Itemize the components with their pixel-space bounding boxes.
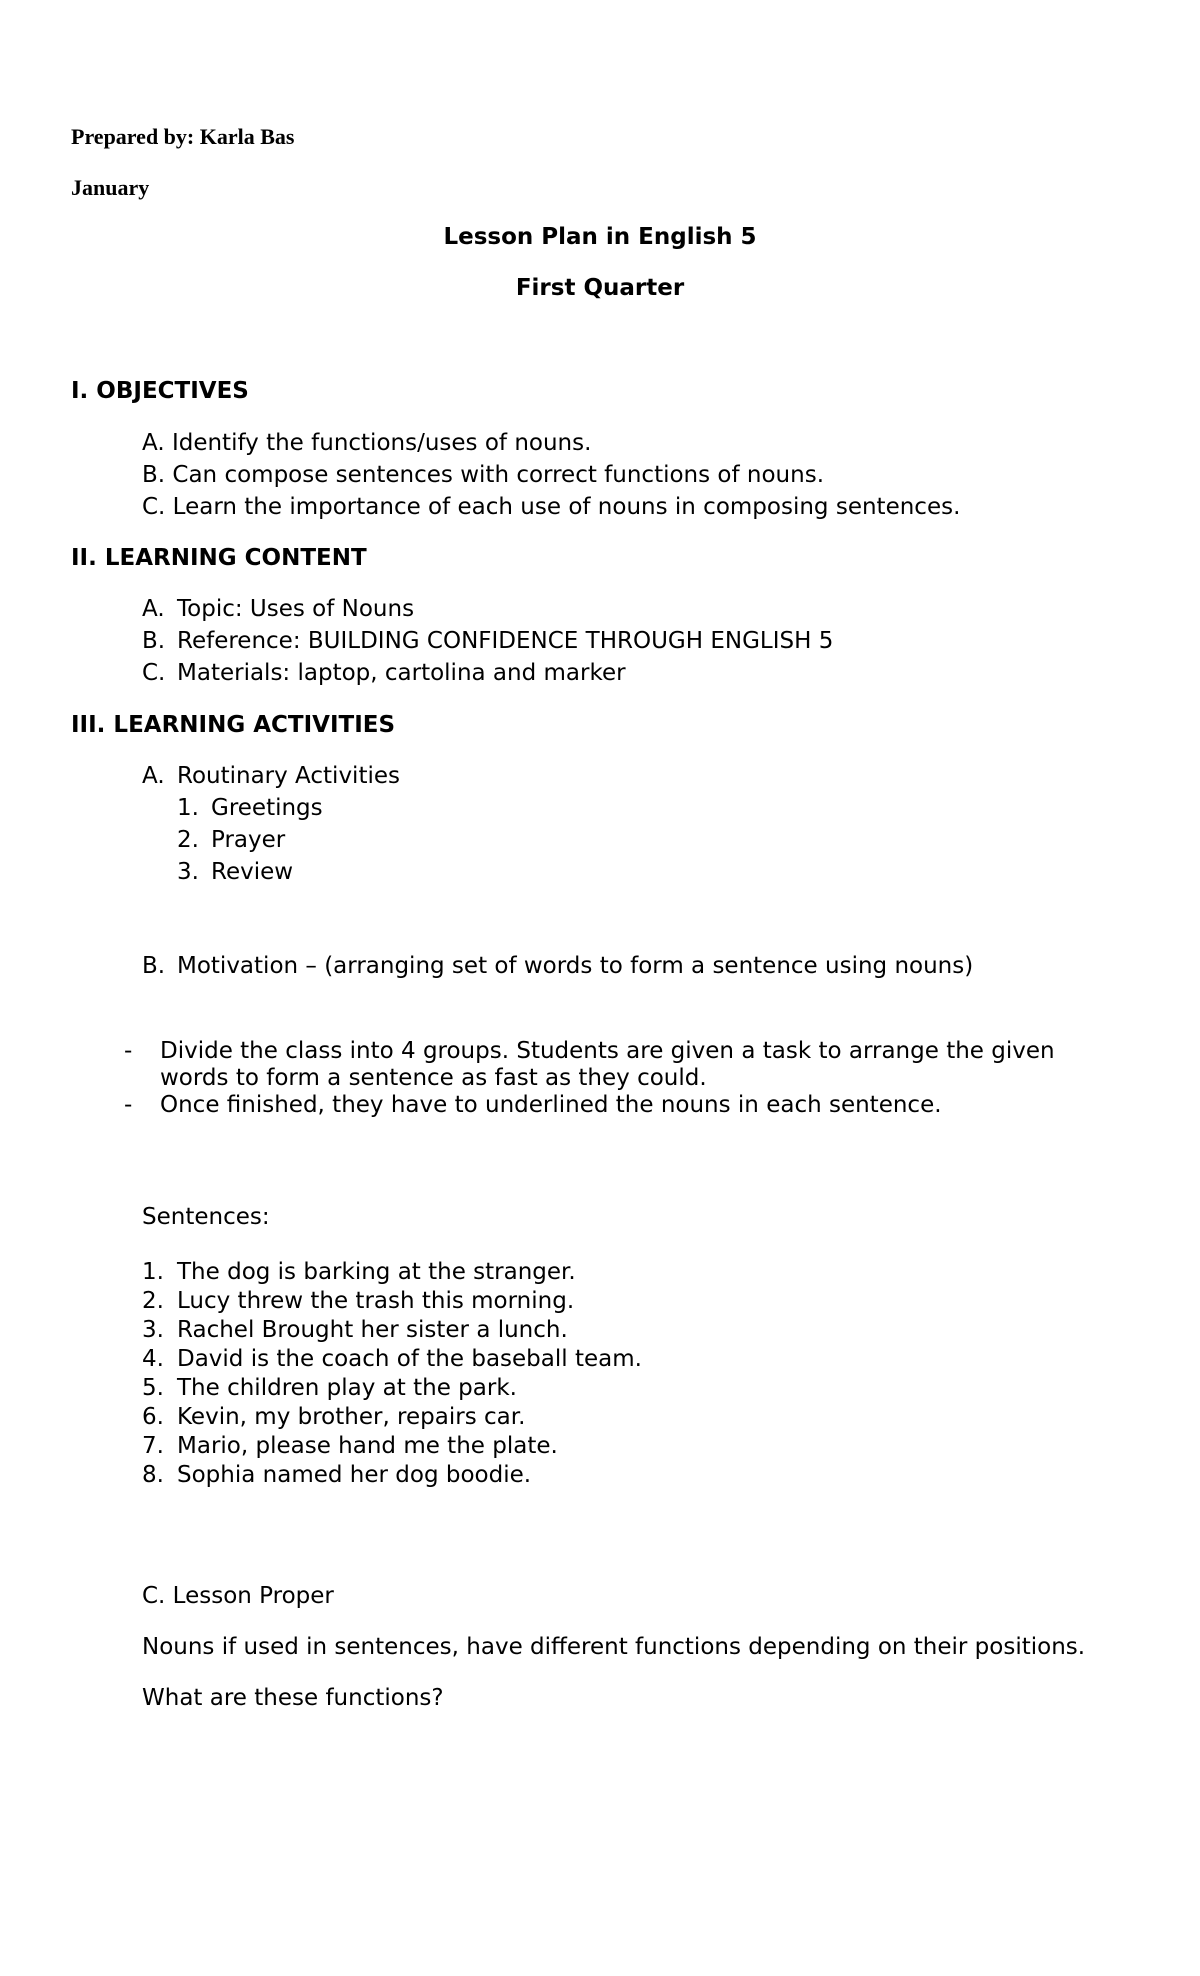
routine-item — [177, 827, 285, 853]
routine-text: Greetings — [211, 795, 323, 821]
sentence-text: Lucy threw the trash this morning. — [177, 1288, 575, 1314]
content-item-text: Reference: BUILDING CONFIDENCE THROUGH ENGLISH 5 — [177, 628, 834, 654]
list-marker: 3. — [142, 1317, 164, 1343]
lesson-question: What are these functions? — [142, 1685, 444, 1711]
sentence-text: Sophia named her dog boodie. — [177, 1462, 532, 1488]
bullet-dash: - — [124, 1092, 133, 1118]
routine-item — [177, 795, 323, 821]
motivation-text: Motivation – (arranging set of words to form a sentence using nouns) — [177, 953, 974, 979]
objective-item: A. Identify the functions/uses of nouns. — [142, 430, 592, 456]
list-marker: 5. — [142, 1375, 164, 1401]
bullet-dash: - — [124, 1038, 133, 1064]
routine-item — [177, 859, 293, 885]
list-marker: 1. — [177, 795, 199, 821]
list-marker: 7. — [142, 1433, 164, 1459]
bullet-text: Divide the class into 4 groups. Students are given a task to arrange the given words to form a sentence as fast as they could. — [160, 1038, 1055, 1091]
list-marker: 2. — [177, 827, 199, 853]
list-marker: 8. — [142, 1462, 164, 1488]
sentences-label: Sentences: — [142, 1204, 270, 1230]
content-heading: II. LEARNING CONTENT — [71, 545, 367, 571]
sentence-item — [142, 1317, 568, 1343]
content-item — [142, 628, 833, 654]
activities-heading: III. LEARNING ACTIVITIES — [71, 712, 396, 738]
sentence-item — [142, 1404, 525, 1430]
sentence-text: Rachel Brought her sister a lunch. — [177, 1317, 568, 1343]
list-marker: B. — [142, 628, 166, 654]
sentence-text: David is the coach of the baseball team. — [177, 1346, 642, 1372]
objective-item: C. Learn the importance of each use of nouns in composing sentences. — [142, 494, 961, 520]
list-marker: 6. — [142, 1404, 164, 1430]
list-marker: A. — [142, 596, 165, 622]
sentence-item — [142, 1259, 576, 1285]
lesson-paragraph: Nouns if used in sentences, have different functions depending on their positions. — [142, 1634, 1086, 1660]
sentence-text: The children play at the park. — [177, 1375, 517, 1401]
content-item — [142, 660, 626, 686]
sentence-item — [142, 1433, 558, 1459]
content-item-text: Materials: laptop, cartolina and marker — [177, 660, 626, 686]
motivation — [142, 953, 973, 979]
list-marker: C. — [142, 660, 166, 686]
list-marker: 3. — [177, 859, 199, 885]
sentence-text: Kevin, my brother, repairs car. — [177, 1404, 526, 1430]
bullet-text: Once finished, they have to underlined the nouns in each sentence. — [160, 1092, 942, 1118]
sentence-item — [142, 1375, 517, 1401]
page-subtitle: First Quarter — [515, 275, 685, 301]
content-item — [142, 596, 414, 622]
routine-text: Prayer — [211, 827, 286, 853]
routinary-activities — [142, 763, 400, 789]
list-marker: 2. — [142, 1288, 164, 1314]
routinary-label: Routinary Activities — [177, 763, 400, 789]
sentence-item — [142, 1462, 531, 1488]
routine-text: Review — [211, 859, 294, 885]
list-marker: B. — [142, 953, 166, 979]
content-item-text: Topic: Uses of Nouns — [177, 596, 415, 622]
sentence-item — [142, 1288, 574, 1314]
prepared-by: Prepared by: Karla Bas — [71, 124, 295, 149]
objectives-heading: I. OBJECTIVES — [71, 378, 249, 404]
list-marker: A. — [142, 763, 165, 789]
objective-item: B. Can compose sentences with correct functions of nouns. — [142, 462, 825, 488]
sentence-text: The dog is barking at the stranger. — [177, 1259, 576, 1285]
list-marker: 4. — [142, 1346, 164, 1372]
lesson-proper-heading: C. Lesson Proper — [142, 1583, 334, 1609]
sentence-item — [142, 1346, 642, 1372]
month: January — [71, 175, 150, 200]
sentence-text: Mario, please hand me the plate. — [177, 1433, 558, 1459]
list-marker: 1. — [142, 1259, 164, 1285]
page-title: Lesson Plan in English 5 — [443, 224, 757, 250]
